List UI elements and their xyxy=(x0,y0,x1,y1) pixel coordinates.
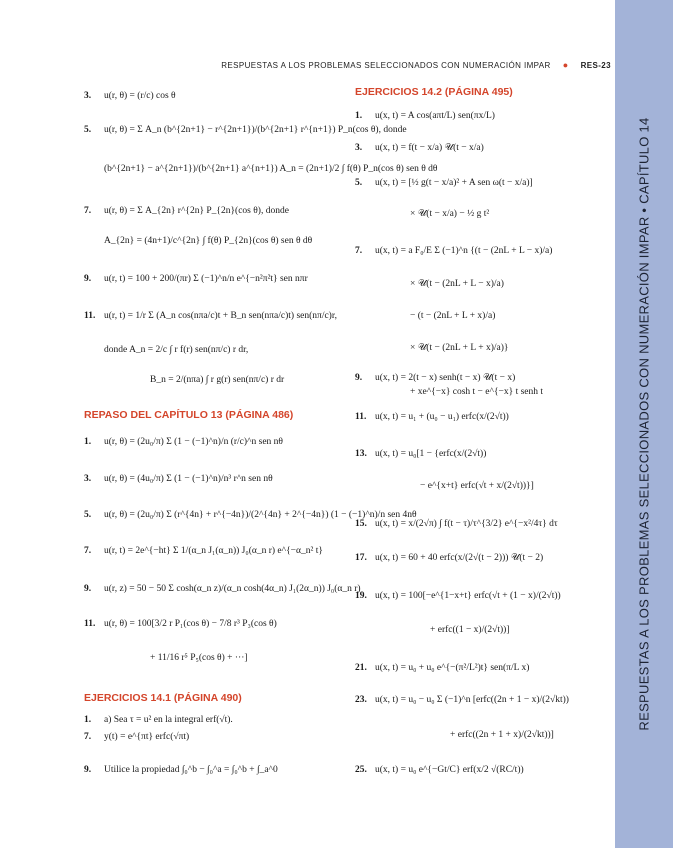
answer-equation: − (t − (2nL + L + x)/a) xyxy=(410,311,496,321)
answer-1: 1. u(x, t) = A cos(aπt/L) sen(πx/L) xyxy=(355,111,495,121)
answer-7-cont xyxy=(104,235,312,248)
answer-equation: y(t) = e^{πt} erfc(√πt) xyxy=(104,732,190,742)
answer-equation: × 𝒰(t − (2nL + L − x)/a) xyxy=(410,279,504,289)
answer-11-cont xyxy=(150,652,248,665)
answer-equation: + 11/16 r⁵ P₅(cos θ) + ···] xyxy=(150,653,248,663)
answer-25: 25. u(x, t) = u₀ e^{−Gt/C} erf(x/2 √(RC/t)) xyxy=(355,765,524,775)
answer-7-cont1 xyxy=(410,278,504,291)
answer-3: 3. u(r, θ) = (4u₀/π) Σ (1 − (−1)^n)/n³ r^n sen nθ xyxy=(84,474,273,484)
answer-7: 7. u(r, θ) = Σ A_{2n} r^{2n} P_{2n}(cos θ), donde xyxy=(84,206,289,216)
answer-equation: u(r, θ) = (r/c) cos θ xyxy=(104,91,176,101)
answer-equation: u(x, t) = f(t − x/a) 𝒰(t − x/a) xyxy=(375,143,484,153)
answer-equation: u(x, t) = u₀ + u₀ e^{−(π²/L²)t} sen(π/L x) xyxy=(375,663,530,673)
answer-equation: Utilice la propiedad ∫₀^b − ∫₀^a = ∫₀^b + ∫_a^0 xyxy=(104,765,278,775)
answer-21: 21. u(x, t) = u₀ + u₀ e^{−(π²/L²)t} sen(π/L x) xyxy=(355,663,530,673)
answer-equation: u(x, t) = u₁ + (u₀ − u₁) erfc(x/(2√t)) xyxy=(375,412,509,422)
answer-equation: u(r, θ) = Σ A_{2n} r^{2n} P_{2n}(cos θ), xyxy=(104,206,264,216)
answer-equation: u(r, θ) = (4u₀/π) Σ (1 − (−1)^n)/n³ r^n sen nθ xyxy=(104,474,273,484)
answer-19-cont xyxy=(430,624,510,637)
section-heading-ejercicios-14-2: EJERCICIOS 14.2 (PÁGINA 495) xyxy=(355,86,513,98)
answer-11: 11. u(r, θ) = 100[3/2 r P₁(cos θ) − 7/8 r³ P₃(cos θ) xyxy=(84,619,277,629)
answer-9: 9. u(r, t) = 100 + 200/(πr) Σ (−1)^n/n e^{−n²π²t} sen nπr xyxy=(84,274,308,284)
answer-equation: u(r, z) = 50 − 50 Σ cosh(α_n z)/(α_n cosh(4α_n) J₁(2α_n)) J₀(α_n r) xyxy=(104,584,361,594)
answer-equation: u(x, t) = u₀ − u₀ Σ (−1)^n [erfc((2n + 1 − x)/(2√kt)) xyxy=(375,695,569,705)
answer-5: 5. u(r, θ) = Σ A_n (b^{2n+1} − r^{2n+1})/(b^{2n+1} r^{n+1}) P_n(cos θ), donde xyxy=(84,125,407,135)
answer-7: 7. y(t) = e^{πt} erfc(√πt) xyxy=(84,732,190,742)
answer-equation: B_n = 2/(nπa) ∫ r g(r) sen(nπ/c) r dr xyxy=(150,375,285,385)
answer-equation: u(r, t) = 100 + 200/(πr) Σ (−1)^n/n e^{−n²π²t} sen nπr xyxy=(104,274,308,284)
page-number: RES-23 xyxy=(580,61,611,70)
answer-9: 9. u(r, z) = 50 − 50 Σ cosh(α_n z)/(α_n cosh(4α_n) J₁(2α_n)) J₀(α_n r) xyxy=(84,584,361,594)
answer-equation: u(r, θ) = (2u₀/π) Σ (r^{4n} + r^{−4n})/(2^{4n} + 2^{−4n}) (1 − (−1)^n)/n sen 4nθ xyxy=(104,510,417,520)
side-tab-text: RESPUESTAS A LOS PROBLEMAS SELECCIONADOS CON NUMERACIÓN IMPAR • CAPÍTULO 14 xyxy=(636,117,652,731)
answer-equation: A_{2n} = (4n+1)/c^{2n} ∫ f(θ) P_{2n}(cos θ) sen θ dθ xyxy=(104,236,313,246)
answer-13: 13. u(x, t) = u₀[1 − {erfc(x/(2√t)) xyxy=(355,449,487,459)
answer-equation: u(x, t) = 60 + 40 erfc(x/(2√(t − 2))) 𝒰(t − 2) xyxy=(375,553,544,563)
answer-equation: u(x, t) = u₀[1 − {erfc(x/(2√t)) xyxy=(375,449,487,459)
header-title: RESPUESTAS A LOS PROBLEMAS SELECCIONADOS CON NUMERACIÓN IMPAR xyxy=(221,61,551,70)
answer-7: 7. u(x, t) = a F₀/E Σ (−1)^n {(t − (2nL + L − x)/a) xyxy=(355,246,553,256)
answer-11-cont2 xyxy=(150,374,284,387)
answer-13-cont xyxy=(420,480,534,493)
answer-11: 11. u(x, t) = u₁ + (u₀ − u₁) erfc(x/(2√t)) xyxy=(355,412,509,422)
answer-7-cont3 xyxy=(410,342,508,355)
answer-23-cont xyxy=(450,729,554,742)
answer-equation: u(x, t) = x/(2√π) ∫ f(t − τ)/τ^{3/2} e^{−x²/4τ} dτ xyxy=(375,519,558,529)
section-heading-ejercicios-14-1: EJERCICIOS 14.1 (PÁGINA 490) xyxy=(84,692,242,704)
answer-15: 15. u(x, t) = x/(2√π) ∫ f(t − τ)/τ^{3/2} e^{−x²/4τ} dτ xyxy=(355,519,558,529)
answer-equation: u(r, θ) = (2u₀/π) Σ (1 − (−1)^n)/n (r/c)^n sen nθ xyxy=(104,437,283,447)
answer-equation: donde A_n = 2/c ∫ r f(r) sen(nπ/c) r dr, xyxy=(104,345,249,355)
answer-equation: u(r, t) = 1/r Σ (A_n cos(nπa/c)t + B_n sen(nπa/c)t) sen(nπ/c)r, xyxy=(104,311,337,321)
answer-3: 3. u(r, θ) = (r/c) cos θ xyxy=(84,91,176,101)
answer-9: 9. Utilice la propiedad ∫₀^b − ∫₀^a = ∫₀^b + ∫_a^0 xyxy=(84,765,278,775)
answer-equation: u(r, θ) = Σ A_n (b^{2n+1} − r^{2n+1})/(b^{2n+1} r^{n+1}) P_n(cos θ), xyxy=(104,125,381,135)
answer-5-cont xyxy=(410,208,489,221)
answer-11: 11. u(r, t) = 1/r Σ (A_n cos(nπa/c)t + B_n sen(nπa/c)t) sen(nπ/c)r, xyxy=(84,311,337,321)
answer-9: 9. u(x, t) = 2(t − x) senh(t − x) 𝒰(t − x) xyxy=(355,373,516,383)
answer-1: 1. u(r, θ) = (2u₀/π) Σ (1 − (−1)^n)/n (r/c)^n sen nθ xyxy=(84,437,283,447)
answer-5: 5. u(x, t) = [½ g(t − x/a)² + A sen ω(t − x/a)] xyxy=(355,178,533,188)
answer-equation: a) Sea τ = u² en la integral erf(√t). xyxy=(104,715,233,725)
section-heading-repaso-13: REPASO DEL CAPÍTULO 13 (PÁGINA 486) xyxy=(84,409,294,421)
answer-9-cont xyxy=(410,386,543,399)
answer-equation: + erfc((2n + 1 + x)/(2√kt))] xyxy=(450,730,554,740)
answer-equation: u(x, t) = a F₀/E Σ (−1)^n {(t − (2nL + L − x)/a) xyxy=(375,246,553,256)
answer-equation: u(x, t) = [½ g(t − x/a)² + A sen ω(t − x/a)] xyxy=(375,178,533,188)
answer-1: 1. a) Sea τ = u² en la integral erf(√t). xyxy=(84,715,233,725)
answer-5-cont xyxy=(104,163,437,176)
answer-equation: u(x, t) = 2(t − x) senh(t − x) 𝒰(t − x) xyxy=(375,373,516,383)
answer-equation: − e^{x+t} erfc(√t + x/(2√t))}] xyxy=(420,481,534,491)
answer-equation: u(x, t) = u₀ e^{−Gt/C} erf(x/2 √(RC/t)) xyxy=(375,765,524,775)
answer-5: 5. u(r, θ) = (2u₀/π) Σ (r^{4n} + r^{−4n})/(2^{4n} + 2^{−4n}) (1 − (−1)^n)/n sen 4nθ xyxy=(84,510,417,520)
answer-3: 3. u(x, t) = f(t − x/a) 𝒰(t − x/a) xyxy=(355,143,484,153)
answer-equation: (b^{2n+1} − a^{2n+1})/(b^{2n+1} a^{n+1}) A_n = (2n+1)/2 ∫ f(θ) P_n(cos θ) sen θ dθ xyxy=(104,164,438,174)
answer-17: 17. u(x, t) = 60 + 40 erfc(x/(2√(t − 2))) 𝒰(t − 2) xyxy=(355,553,544,563)
answer-equation: + erfc((1 − x)/(2√t))] xyxy=(430,625,510,635)
answer-equation: u(x, t) = A cos(aπt/L) sen(πx/L) xyxy=(375,111,495,121)
answer-7-cont2 xyxy=(410,310,495,323)
bullet-icon: ● xyxy=(562,60,569,70)
answer-19: 19. u(x, t) = 100[−e^{1−x+t} erfc(√t + (1 − x)/(2√t)) xyxy=(355,591,561,601)
answer-11-cont xyxy=(104,344,248,357)
answer-7: 7. u(r, t) = 2e^{−ht} Σ 1/(α_n J₁(α_n)) J₀(α_n r) e^{−α_n² t} xyxy=(84,546,323,556)
running-header xyxy=(221,60,611,70)
answer-equation: u(r, t) = 2e^{−ht} Σ 1/(α_n J₁(α_n)) J₀(α_n r) e^{−α_n² t} xyxy=(104,546,323,556)
answer-23: 23. u(x, t) = u₀ − u₀ Σ (−1)^n [erfc((2n + 1 − x)/(2√kt)) xyxy=(355,695,569,705)
answer-equation: + xe^{−x} cosh t − e^{−x} t senh t xyxy=(410,387,544,397)
answer-equation: u(x, t) = 100[−e^{1−x+t} erfc(√t + (1 − x)/(2√t)) xyxy=(375,591,561,601)
answer-equation: × 𝒰(t − x/a) − ½ g t² xyxy=(410,209,490,219)
answer-equation: × 𝒰(t − (2nL + L + x)/a)} xyxy=(410,343,509,353)
answer-equation: u(r, θ) = 100[3/2 r P₁(cos θ) − 7/8 r³ P₃(cos θ) xyxy=(104,619,277,629)
